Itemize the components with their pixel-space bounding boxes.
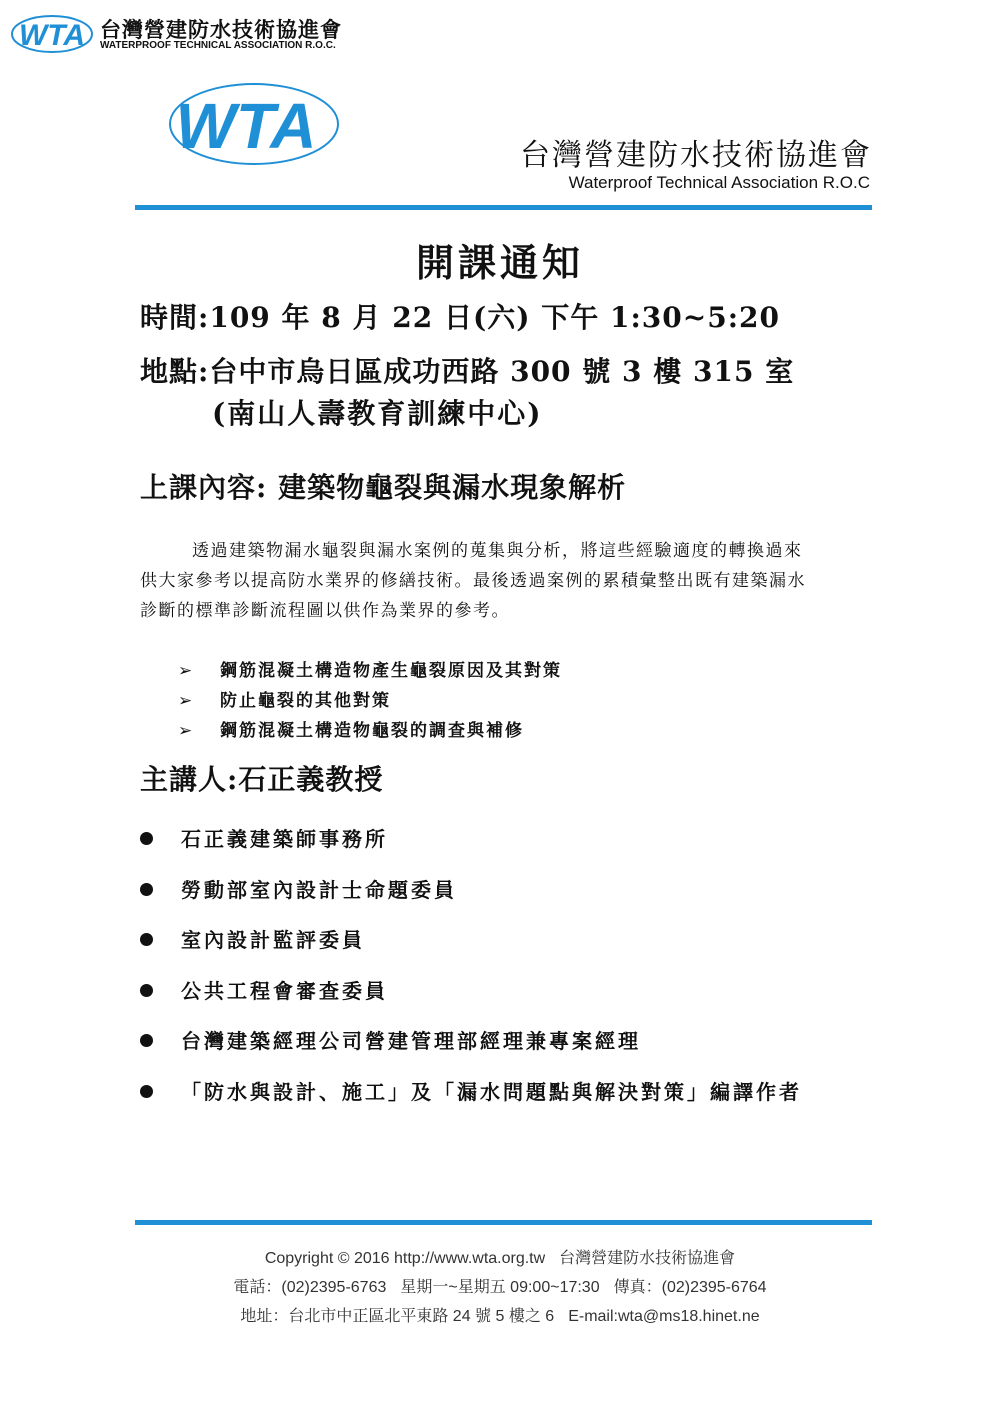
credential-label: 「防水與設計、施工」及「漏水問題點與解決對策」編譯作者 <box>181 1079 802 1104</box>
footer-line-2 <box>0 1274 1000 1297</box>
arrow-icon: ➢ <box>178 721 195 741</box>
bullet-icon <box>140 933 153 946</box>
wta-big-logo <box>164 80 340 168</box>
bullet-icon <box>140 1085 153 1098</box>
bullet-icon <box>140 832 153 845</box>
description-line: 供大家參考以提高防水業界的修繕技術。最後透過案例的累積彙整出既有建築漏水 <box>140 571 806 591</box>
credential-label: 石正義建築師事務所 <box>181 827 388 851</box>
arrow-icon: ➢ <box>178 691 195 711</box>
description-line: 診斷的標準診斷流程圖以供作為業界的參考。 <box>140 601 510 621</box>
footer-fax: 傳真：(02)2395-6764 <box>613 1279 767 1296</box>
credential-label: 公共工程會審查委員 <box>181 978 388 1003</box>
footer-org: 台灣營建防水技術協進會 <box>559 1250 736 1267</box>
footer-email: E-mail:wta@ms18.hinet.ne <box>568 1308 760 1325</box>
course-content-heading: 上課內容: 建築物龜裂與漏水現象解析 <box>140 471 627 504</box>
small-org-name-zh: 台灣營建防水技術協進會 <box>100 19 342 42</box>
bullet-icon <box>140 1034 153 1047</box>
wta-small-logo <box>10 14 94 54</box>
big-logo-text: WTA <box>175 90 317 162</box>
org-name-en: Waterproof Technical Association R.O.C <box>568 173 870 192</box>
org-name-zh: 台灣營建防水技術協進會 <box>520 139 872 172</box>
credential-item <box>140 1022 802 1073</box>
course-description <box>140 536 870 626</box>
small-logo-text: WTA <box>18 19 86 52</box>
footer-phone: 電話：(02)2395-6763 <box>233 1279 387 1296</box>
credential-item <box>140 1073 802 1124</box>
credential-item <box>140 972 802 1023</box>
topic-label: 鋼筋混凝土構造物產生龜裂原因及其對策 <box>220 661 562 681</box>
header-divider <box>135 205 872 210</box>
topic-item <box>178 686 562 716</box>
topic-label: 防止龜裂的其他對策 <box>220 691 391 711</box>
notice-title: 開課通知 <box>415 240 584 285</box>
footer-hours: 星期一~星期五 09:00~17:30 <box>400 1279 600 1296</box>
bullet-icon <box>140 883 153 896</box>
topic-item <box>178 656 562 686</box>
footer-line-3 <box>0 1303 1000 1326</box>
footer-divider <box>135 1220 872 1225</box>
footer-line-1 <box>0 1245 1000 1268</box>
credential-item <box>140 820 802 871</box>
small-org-name-en: WATERPROOF TECHNICAL ASSOCIATION R.O.C. <box>100 40 336 51</box>
credential-list <box>140 820 802 1123</box>
topic-label: 鋼筋混凝土構造物龜裂的調查與補修 <box>220 721 524 741</box>
credential-label: 台灣建築經理公司營建管理部經理兼專案經理 <box>181 1029 641 1053</box>
credential-item <box>140 871 802 922</box>
credential-label: 勞動部室內設計士命題委員 <box>181 877 457 902</box>
footer-address: 地址：台北市中正區北平東路 24 號 5 樓之 6 <box>240 1308 555 1325</box>
course-time: 時間:109 年 8 月 22 日(六) 下午 1:30~5:20 <box>140 301 780 334</box>
arrow-icon: ➢ <box>178 661 195 681</box>
speaker-heading: 主講人:石正義教授 <box>140 763 384 796</box>
credential-label: 室內設計監評委員 <box>181 928 365 952</box>
bullet-icon <box>140 984 153 997</box>
course-place-sub: (南山人壽教育訓練中心) <box>212 397 543 430</box>
description-line: 透過建築物漏水龜裂與漏水案例的蒐集與分析，將這些經驗適度的轉換過來 <box>192 541 803 561</box>
course-place: 地點:台中市烏日區成功西路 300 號 3 樓 315 室 <box>140 355 795 388</box>
footer-copyright: Copyright © 2016 http://www.wta.org.tw <box>264 1250 546 1267</box>
topic-list <box>178 656 562 746</box>
credential-item <box>140 921 802 972</box>
topic-item <box>178 716 562 746</box>
